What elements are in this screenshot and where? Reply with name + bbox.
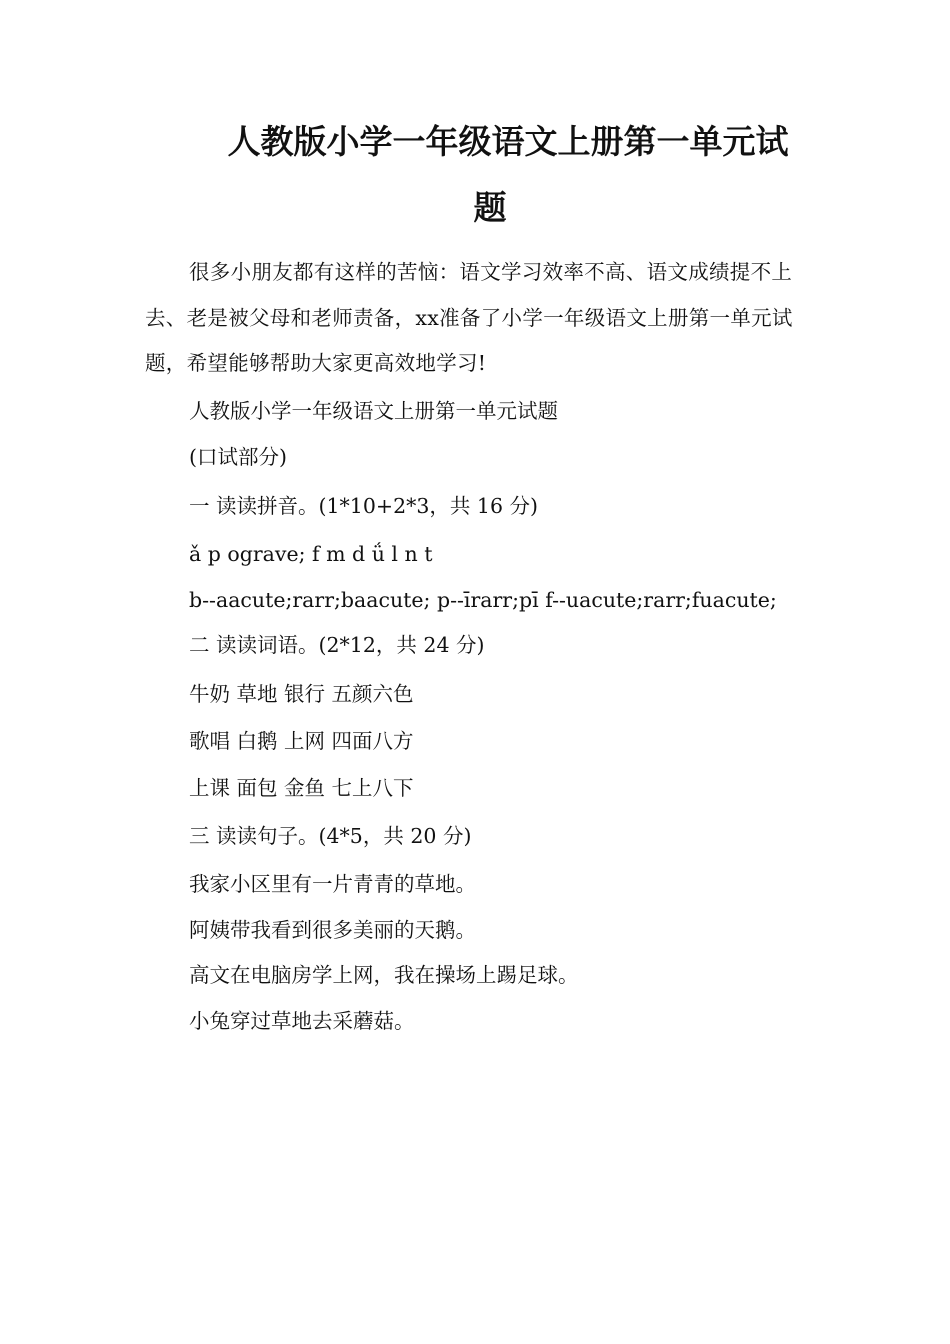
document-title-line-2: 题: [473, 188, 507, 227]
word-line-3: 上课 面包 金鱼 七上八下: [189, 776, 414, 800]
oral-part-label: (口试部分): [189, 445, 287, 469]
intro-paragraph: 很多小朋友都有这样的苦恼：语文学习效率不高、语文成绩提不上去、老是被父母和老师责备，xx准备了小学一年级语文上册第一单元试题，希望能够帮助大家更高效地学习!: [145, 260, 793, 375]
question-2-heading: 二 读读词语。(2*12，共 24 分): [189, 633, 485, 657]
document-title-line-1: 人教版小学一年级语文上册第一单元试: [227, 122, 789, 161]
sentence-1: 我家小区里有一片青青的草地。: [189, 872, 476, 896]
question-1-heading: 一 读读拼音。(1*10+2*3，共 16 分): [189, 494, 539, 518]
section-heading: 人教版小学一年级语文上册第一单元试题: [189, 399, 558, 423]
question-3-heading: 三 读读句子。(4*5，共 20 分): [189, 824, 472, 848]
word-line-2: 歌唱 白鹅 上网 四面八方: [189, 729, 414, 753]
sentence-3: 高文在电脑房学上网，我在操场上踢足球。: [189, 963, 579, 987]
sentence-2: 阿姨带我看到很多美丽的天鹅。: [189, 918, 476, 942]
pinyin-line-2: b--aacute;rarr;baacute; p--īrarr;pī f--uacute;rarr;fuacute;: [189, 588, 777, 612]
sentence-4: 小兔穿过草地去采蘑菇。: [189, 1009, 415, 1033]
word-line-1: 牛奶 草地 银行 五颜六色: [189, 682, 414, 706]
pinyin-line-1: ǎ p ograve; f m d ǘ l n t: [189, 542, 433, 566]
